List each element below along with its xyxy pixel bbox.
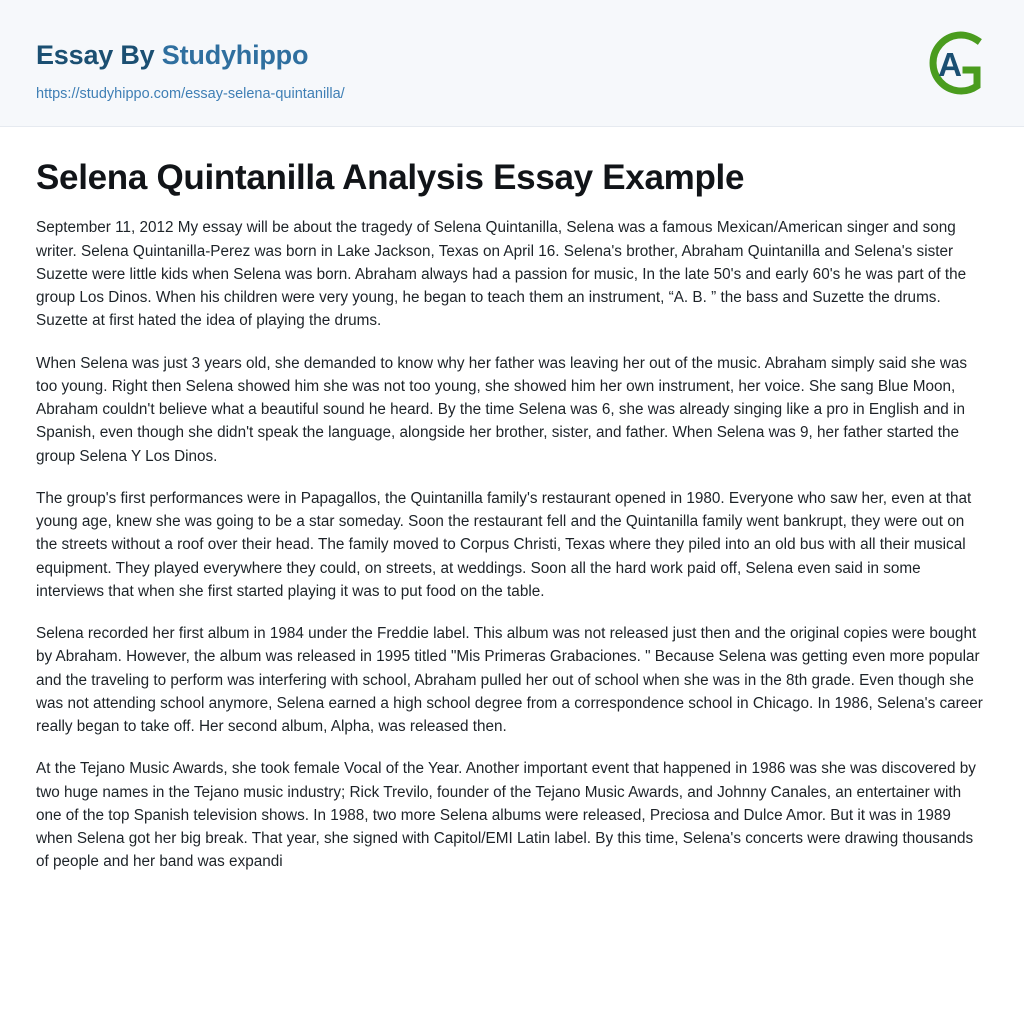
article-paragraph: Selena recorded her first album in 1984 under the Freddie label. This album was not released just then and the original copies were bought by Abraham. However, the album was released in 1995 titled "Mis Primeras Grabaciones. " Because Selena was getting even more popular and the traveling to perform was interfering with school, Abraham pulled her out of school when she was in the 8th grade. Even though she was not attending school anymore, Selena earned a high school degree from a correspondence school in Chicago. In 1986, Selena's career really began to take off. Her second album, Alpha, was released then.	[36, 625, 983, 736]
svg-text:A: A	[938, 46, 962, 83]
site-brand	[36, 40, 308, 71]
article-paragraph: The group's first performances were in Papagallos, the Quintanilla family's restaurant opened in 1980. Everyone who saw her, even at that young age, knew she was going to be a star someday. Soon the restaurant fell and the Quintanilla family went bankrupt, they were out on the streets without a roof over their head. The family moved to Corpus Christi, Texas where they piled into an old bus with all their musical equipment. They played everywhere they could, on streets, at weddings. Soon all the hard work paid off, Selena even said in some interviews that when she first started playing it was to put food on the table.	[36, 489, 972, 600]
site-header	[0, 0, 1024, 127]
brand-bold-text: Essay By	[36, 40, 162, 70]
site-url-link[interactable]: https://studyhippo.com/essay-selena-quintanilla/	[36, 86, 345, 102]
brand-light-text: Studyhippo	[161, 40, 309, 70]
article-content	[0, 127, 1024, 874]
studyhippo-logo-icon	[914, 26, 988, 100]
article-paragraph: September 11, 2012 My essay will be about the tragedy of Selena Quintanilla, Selena was a famous Mexican/American singer and song writer. Selena Quintanilla-Perez was born in Lake Jackson, Texas on April 16. Selena's brother, Abraham Quintanilla and Selena's sister Suzette were little kids when Selena was born. Abraham always had a passion for music, In the late 50's and early 60's he was part of the group Los Dinos. When his children were very young, he began to teach them an instrument, “A. B. ” the bass and Suzette the drums. Suzette at first hated the idea of playing the drums.	[36, 219, 967, 330]
article-paragraph: At the Tejano Music Awards, she took female Vocal of the Year. Another important event that happened in 1986 was she was discovered by two huge names in the Tejano music industry; Rick Trevilo, founder of the Tejano Music Awards, and Johnny Canales, an entertainer with one of the top Spanish television shows. In 1988, two more Selena albums were released, Preciosa and Dulce Amor. But it was in 1989 when Selena got her big break. That year, she signed with Capitol/EMI Latin label. By this time, Selena's concerts were drawing thousands of people and her band was expandi	[36, 760, 976, 871]
page-title: Selena Quintanilla Analysis Essay Example	[36, 158, 745, 197]
article-paragraph: When Selena was just 3 years old, she demanded to know why her father was leaving her out of the music. Abraham simply said she was too young. Right then Selena showed him she was not too young, she showed him her own instrument, her voice. She sang Blue Moon, Abraham couldn't believe what a beautiful sound he heard. By the time Selena was 6, she was already singing like a pro in English and in Spanish, even though she didn't speak the language, alongside her brother, sister, and father. When Selena was 9, her father started the group Selena Y Los Dinos.	[36, 354, 968, 465]
